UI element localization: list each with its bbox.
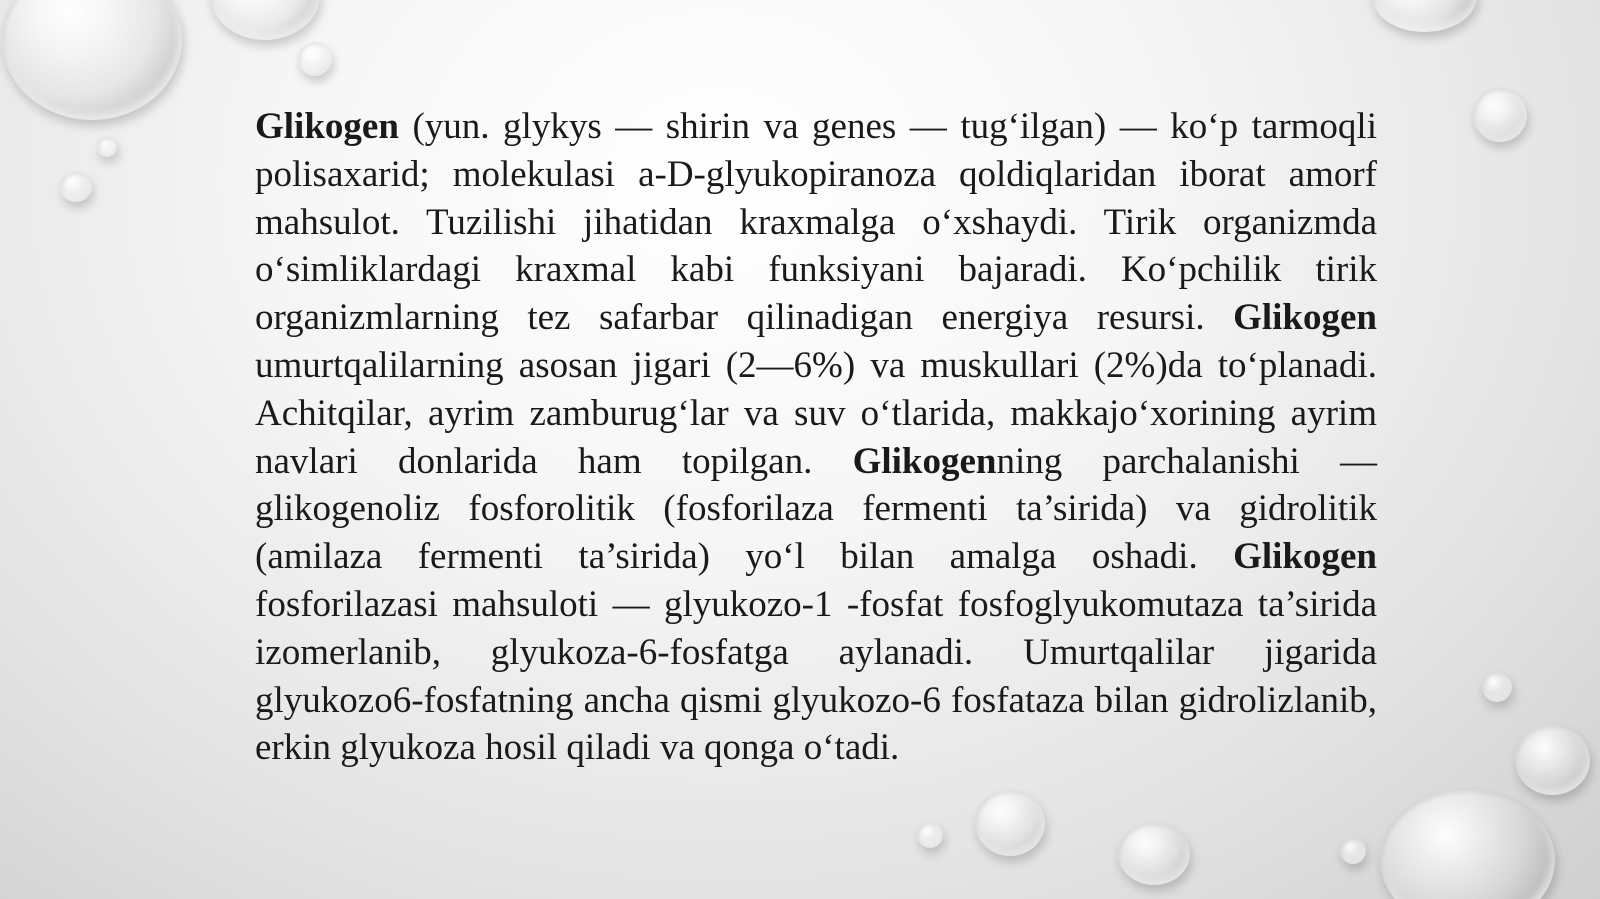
- water-drop-decoration: [1515, 725, 1590, 795]
- water-drop-decoration: [1340, 838, 1366, 864]
- water-drop-decoration: [1372, 0, 1477, 32]
- water-drop-decoration: [975, 790, 1045, 856]
- glikogen-paragraph: [255, 103, 1377, 772]
- water-drop-decoration: [1118, 823, 1190, 885]
- paragraph-text: (yun. glykys — shirin va genes — tug‘ilgan) — ko‘p tarmoqli polisaxarid; molekulasi a-D-glyukopiranoza qoldiqlaridan iborat amorf mahsulot. Tuzilishi jihatidan kraxmalga o‘xshaydi. Tirik organizmda o‘simliklardagi kraxmal kabi funksiyani bajaradi. Ko‘pchilik tirik organizmlarning tez safarbar qilinadigan energiya resursi.: [255, 106, 1377, 339]
- term-glikogen: Glikogen: [1233, 536, 1377, 578]
- water-drop-decoration: [210, 0, 320, 40]
- term-glikogen: Glikogen: [255, 106, 399, 147]
- water-drop-decoration: [97, 137, 117, 157]
- term-glikogen: Glikogen: [852, 440, 997, 482]
- water-drop-decoration: [917, 822, 943, 848]
- water-drop-decoration: [298, 42, 332, 76]
- water-drop-decoration: [1482, 672, 1512, 702]
- water-drop-decoration: [1473, 88, 1527, 142]
- water-drop-decoration: [1380, 790, 1555, 899]
- paragraph-text: umurtqalilarning asosan jigari (2—6%) va muskullari (2%)da to‘planadi. Achitqilar, ayrim zamburug‘lar va suv o‘tlarida, makkajo‘xorining ayrim navlari donlarida ham topilgan.: [255, 344, 1377, 482]
- water-drop-decoration: [60, 172, 92, 202]
- term-glikogen: Glikogen: [1233, 297, 1377, 339]
- paragraph-text: ning parchalanishi — glikogenoliz fosforolitik (fosforilaza fermenti ta’sirida) va gidrolitik (amilaza fermenti ta’sirida) yo‘l bilan amalga oshadi.: [255, 440, 1378, 578]
- water-drop-decoration: [2, 0, 182, 120]
- paragraph-text: fosforilazasi mahsuloti — glyukozo-1 -fosfat fosfoglyukomutaza ta’sirida izomerlanib, glyukoza-6-fosfatga aylanadi. Umurtqalilar jigarida glyukozo6-fosfatning ancha qismi glyukozo-6 fosfataza bilan gidrolizlanib, erkin glyukoza hosil qiladi va qonga o‘tadi.: [255, 583, 1377, 769]
